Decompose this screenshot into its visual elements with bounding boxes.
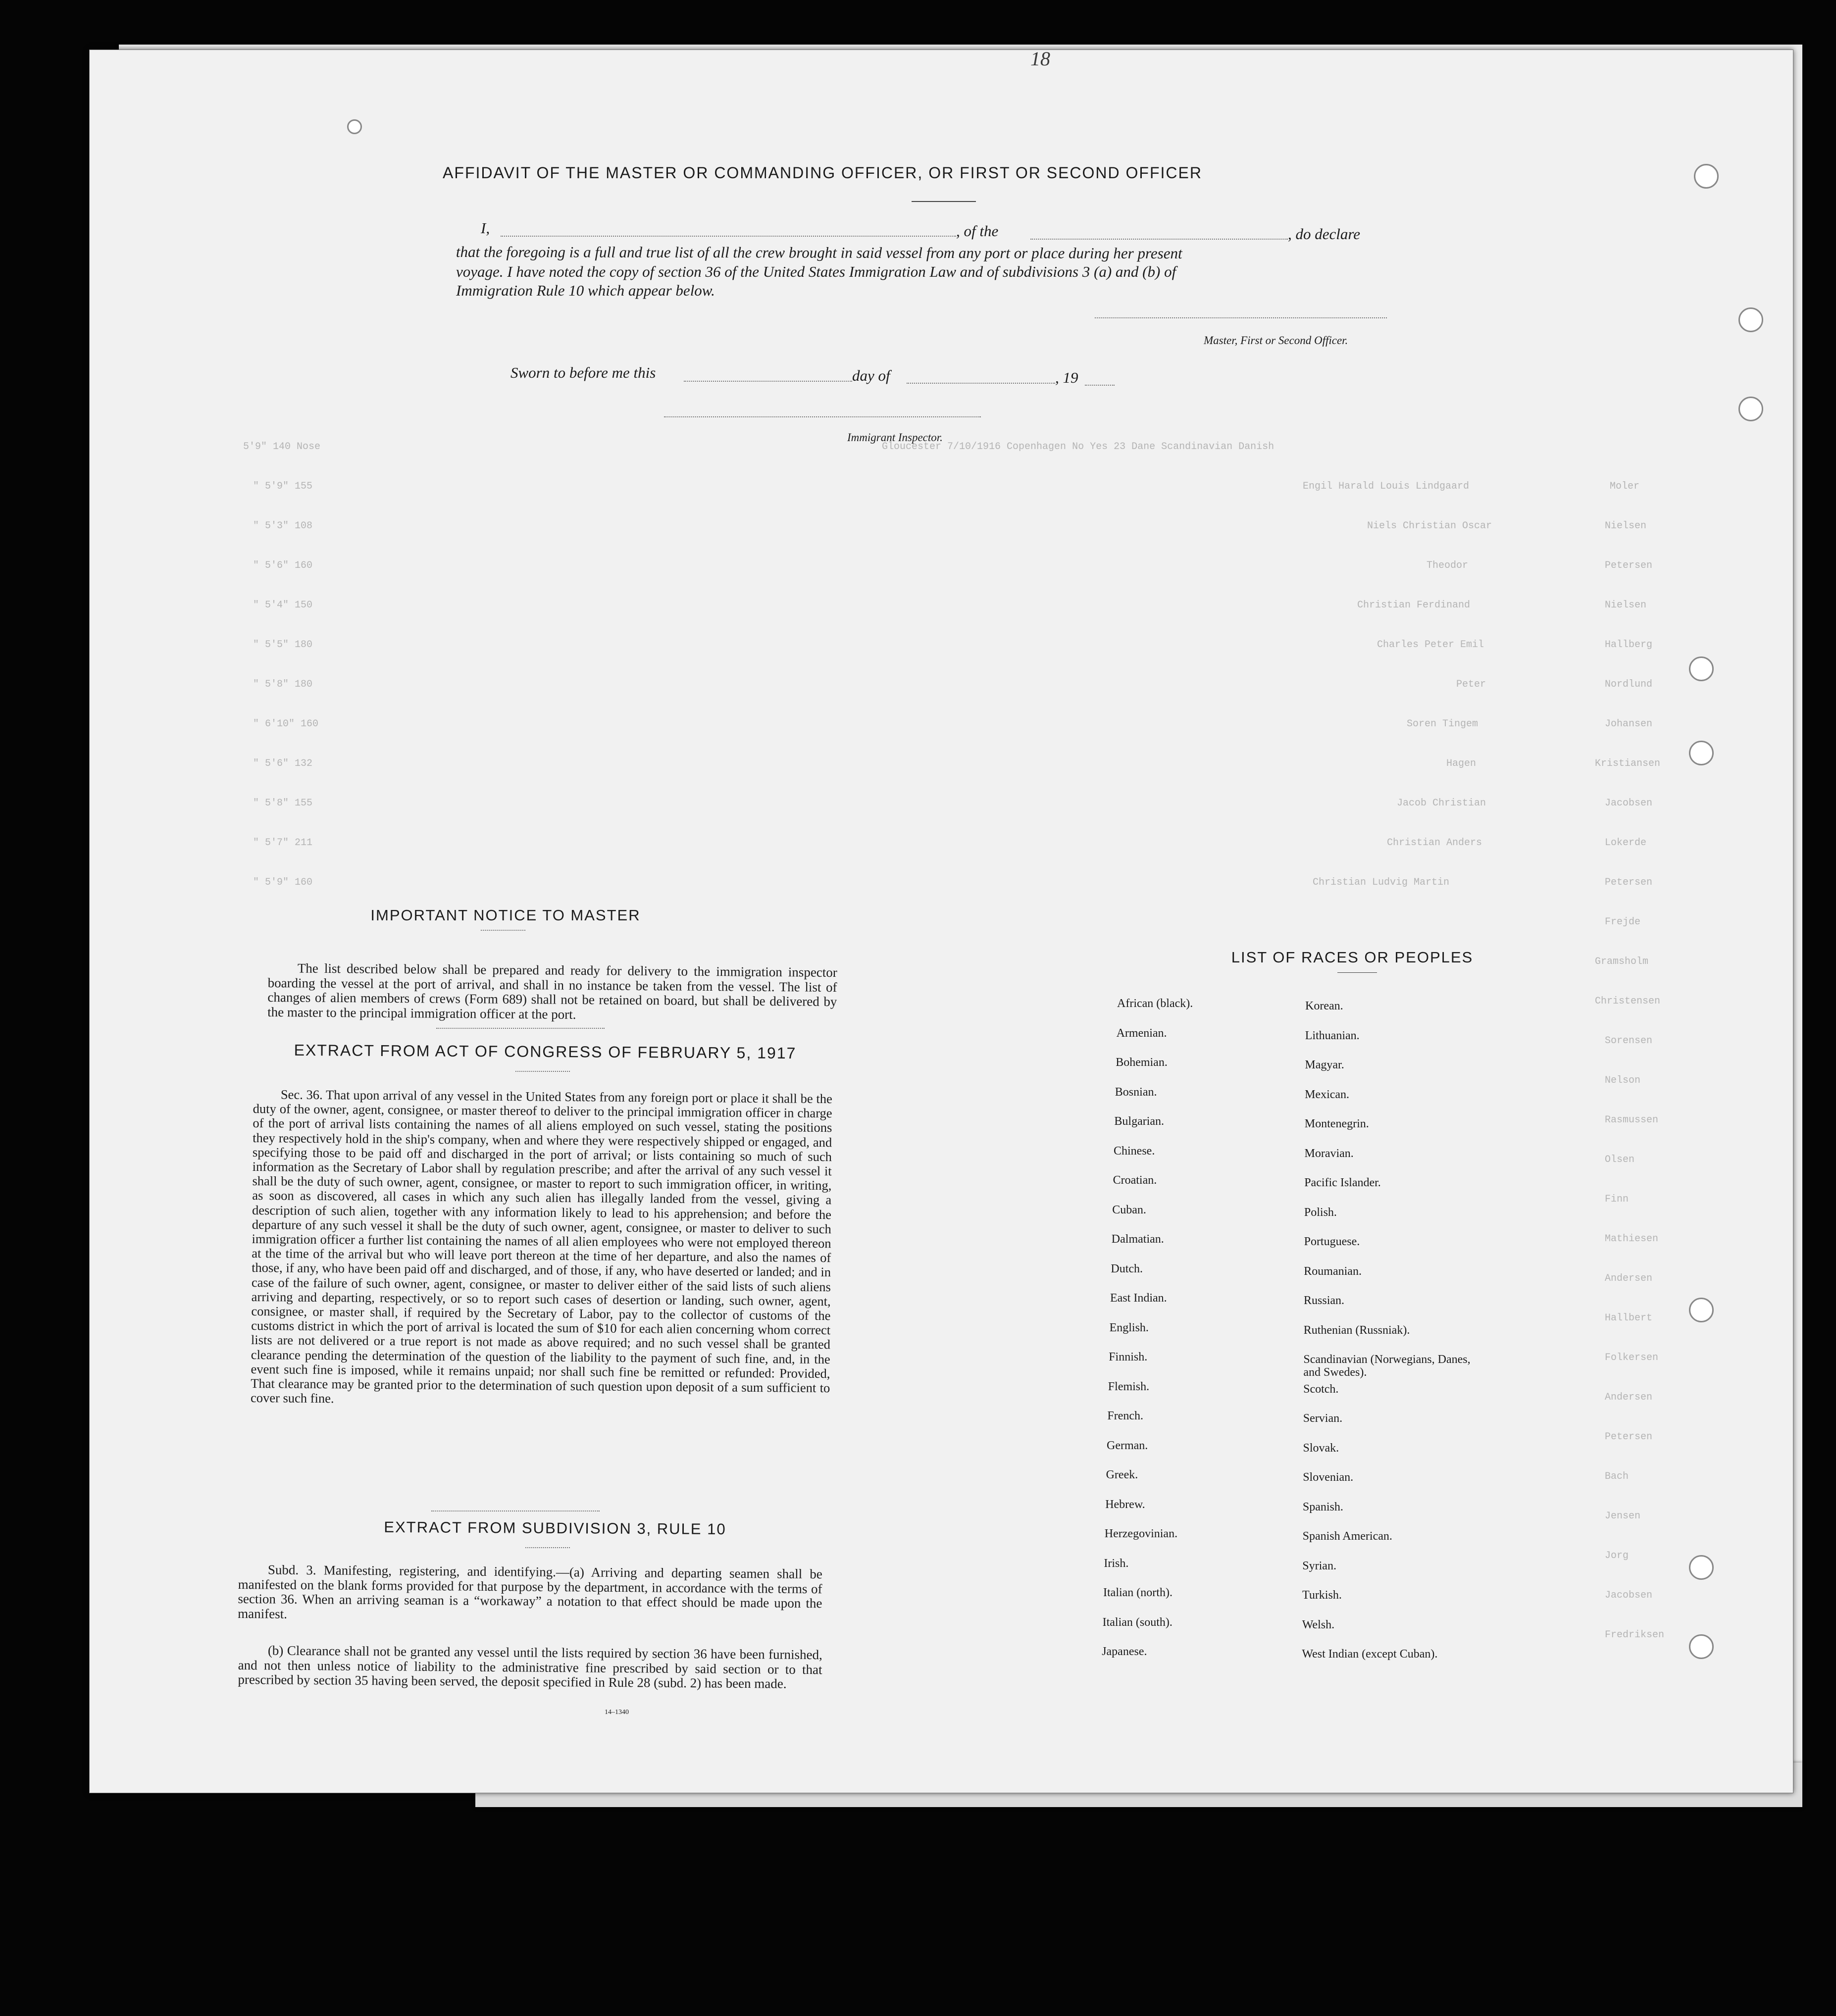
- race-item: Russian.: [1304, 1294, 1345, 1307]
- extract-rule-para-a: Subd. 3. Manifesting, registering, and identifying.—(a) Arriving and departing seamen shall be manifested on the blank forms provided for that purpose by the department, in accordance with the terms of section 36. When an arriving seaman is a “workaway” a notation to that effect should be made upon the manifest.: [238, 1562, 822, 1621]
- year-label: , 19: [1055, 369, 1078, 386]
- affidavit-line-2: voyage. I have noted the copy of section 36 of the United States Immigration Law and of subdivisions 3 (a) and (b) of: [456, 263, 1176, 280]
- race-item: Pacific Islander.: [1304, 1176, 1381, 1189]
- race-item: Scotch.: [1303, 1382, 1339, 1396]
- race-item: Bulgarian.: [1114, 1115, 1165, 1128]
- race-item: Finnish.: [1109, 1351, 1148, 1363]
- race-item: Spanish American.: [1302, 1530, 1392, 1543]
- race-item: Roumanian.: [1304, 1264, 1362, 1278]
- race-item: Bosnian.: [1115, 1085, 1157, 1099]
- extract-rule-para-b: (b) Clearance shall not be granted any vessel until the lists required by section 36 have been furnished, and not then unless notice of liability to the administrative fine prescribed by said section or to that prescribed by section 35 having been served, the deposit specified in Rule 28 (subd. 2) has been made.: [238, 1643, 822, 1691]
- vessel-line: [1030, 239, 1288, 240]
- race-item: Bohemian.: [1116, 1056, 1168, 1069]
- race-item: Mexican.: [1305, 1088, 1350, 1101]
- race-item: Slovak.: [1303, 1441, 1339, 1455]
- handwritten-number: 18: [1030, 48, 1050, 70]
- extract-rule-title: EXTRACT FROM SUBDIVISION 3, RULE 10: [384, 1518, 726, 1538]
- punch-hole: [1738, 307, 1763, 332]
- affidavit-do-declare: , do declare: [1288, 225, 1361, 243]
- race-item: Dutch.: [1111, 1262, 1143, 1275]
- extract-act-rule: [515, 1071, 570, 1072]
- race-item: East Indian.: [1110, 1292, 1167, 1305]
- title-rule: [912, 201, 976, 202]
- race-item: Magyar.: [1305, 1058, 1344, 1071]
- master-signature-label: Master, First or Second Officer.: [1204, 334, 1348, 347]
- race-item: Portuguese.: [1304, 1235, 1360, 1248]
- affidavit-line-1: that the foregoing is a full and true list of all the crew brought in said vessel from any port or place during her present: [456, 243, 1182, 262]
- section-divider: [431, 1511, 600, 1512]
- race-item: Irish.: [1104, 1557, 1129, 1570]
- race-item: Chinese.: [1114, 1144, 1155, 1158]
- punch-hole: [1689, 1634, 1714, 1659]
- punch-hole: [1689, 741, 1714, 765]
- affidavit-of-the: , of the: [956, 222, 999, 240]
- race-item: Herzegovinian.: [1104, 1527, 1178, 1540]
- affidavit-i-label: I,: [481, 219, 490, 237]
- punch-hole: [1689, 1298, 1714, 1322]
- race-item: French.: [1107, 1410, 1144, 1422]
- races-rule: [1337, 972, 1377, 973]
- punch-hole: [347, 119, 362, 134]
- race-item: Dalmatian.: [1111, 1233, 1164, 1246]
- race-item: Croatian.: [1113, 1174, 1157, 1187]
- race-item: Japanese.: [1102, 1645, 1147, 1658]
- day-of-label: day of: [852, 367, 890, 384]
- race-item: Welsh.: [1302, 1618, 1335, 1631]
- race-item: Turkish.: [1302, 1589, 1342, 1602]
- race-item: Syrian.: [1302, 1559, 1336, 1572]
- race-item: Slovenian.: [1303, 1471, 1354, 1484]
- race-item: Italian (north).: [1103, 1586, 1173, 1599]
- punch-hole: [1689, 1555, 1714, 1580]
- race-item: Scandinavian (Norwegians, Danes, and Swedes).: [1303, 1353, 1471, 1379]
- race-item: Moravian.: [1304, 1147, 1354, 1160]
- race-item: Greek.: [1106, 1468, 1138, 1481]
- race-item: Montenegrin.: [1304, 1117, 1369, 1130]
- race-item: Polish.: [1304, 1206, 1337, 1219]
- notice-title: IMPORTANT NOTICE TO MASTER: [370, 907, 641, 924]
- race-item: Flemish.: [1108, 1380, 1150, 1393]
- race-item: Ruthenian (Russniak).: [1303, 1323, 1410, 1337]
- sworn-day-line: [684, 381, 852, 382]
- race-item: African (black).: [1117, 997, 1193, 1010]
- race-item: Spanish.: [1302, 1500, 1343, 1513]
- year-line: [1085, 385, 1115, 386]
- notice-text: The list described below shall be prepared and ready for delivery to the immigration inspector boarding the vessel at the port of arrival, and shall in no instance be taken from the vessel. The list of changes of alien members of crews (Form 689) shall not be retained on board, but shall be delivered by the master to the principal immigration officer at the port.: [267, 960, 837, 1022]
- signature-line: [1095, 317, 1387, 318]
- race-item: West Indian (except Cuban).: [1302, 1648, 1438, 1661]
- punch-hole: [1694, 164, 1719, 189]
- race-item: Servian.: [1303, 1412, 1343, 1425]
- race-item: Cuban.: [1112, 1203, 1146, 1216]
- punch-hole: [1738, 397, 1763, 421]
- extract-rule-rule: [525, 1547, 570, 1548]
- race-item: Armenian.: [1116, 1026, 1167, 1040]
- notice-rule: [481, 930, 525, 931]
- extract-act-title: EXTRACT FROM ACT OF CONGRESS OF FEBRUARY 5, 1917: [294, 1041, 797, 1062]
- affidavit-line-3: Immigration Rule 10 which appear below.: [456, 282, 715, 299]
- form-number: 14–1340: [605, 1709, 629, 1716]
- inspector-line: [664, 416, 981, 417]
- race-item: English.: [1109, 1321, 1149, 1334]
- race-item: German.: [1107, 1439, 1148, 1452]
- sworn-label: Sworn to before me this: [510, 364, 656, 381]
- race-item: Lithuanian.: [1305, 1029, 1360, 1042]
- affidavit-page: 18 5'9" 140 Nose " 5'9" 155 " 5'3" 108 " 5'6" 160 " 5'4" 150 " 5'5" 180 " 5'8" 180 " 6'10" 160 " 5'6" 132 " 5'8" 155 " 5'7" 211 " 5'9" 160 Gloucester 7/10/1916 Copenhagen No Yes 23 Dane Scandinavian Danish Engil Harald Louis Lindgaard Niels Christian Oscar Theodor Christian Ferdinand Charles Peter Emil Peter Soren Tingem Hagen Jacob Christian Christian Anders Christian Ludvig Martin Moler Nielsen Petersen Nielsen Hallberg Nordlund Johansen Kristiansen Jacobsen Lokerde Petersen Frejde Gramsholm Christensen Sorensen Nelson Rasmussen Olsen Finn Mathiesen Andersen Hallbert Folkersen Andersen Petersen Bach Jensen Jorg Jacobsen Fredriksen AFFIDAVIT OF THE MASTER OR COMMANDING OFFICER, OR FIRST OR SECOND OFFICER I, , of the , do declare that the foregoing is a full and true list of all the crew brought in said vessel from any port or place during her present voyage. I have noted the copy of section 36 of the United States Immigration Law and of subdivisions 3 (a) and (b) of Immigration Rule 10 which appear below. Master, First or Second Officer. Sworn to before me this day of , 19 Immigrant Inspector. IMPORTANT NOTICE TO MASTER The list described below shall be prepared and ready for delivery to the immigration inspector boarding the vessel at the port of arrival, and shall in no instance be taken from the vessel. The list of changes of alien members of crews (Form 689) shall not be retained on board, but shall be delivered by the master to the principal immigration officer at the port. EXTRACT FROM ACT OF CONGRESS OF FEBRUARY 5, 1917 Sec. 36. That upon arrival of any vessel in the United States from any foreign port or place it shall be the duty of the owner, agent, consignee, or master thereof to deliver to the principal immigration officer in charge of the port of arrival lists containing the names of all aliens employed on such vessel, stating the positions they respectively hold in the ship's company, when and where they were respectively shipped or engaged, and specifying those to be paid off and discharged in the port of arrival; or lists containing so much of such information as the Secretary of Labor shall by regulation prescribe; and after the arrival of any such vessel it shall be the duty of such owner, agent, consignee, or master to report to such immigration officer, in writing, as soon as discovered, all cases in which any such alien has illegally landed from the vessel, giving a description of such alien, together with any information likely to lead to his apprehension; and before the departure of any such vessel it shall be the duty of such owner, agent, consignee, or master to deliver to such immigration officer a further list containing the names of all alien employees who were not employed thereon at the time of the arrival but who will leave port thereon at the time of her departure, and also the names of those, if any, who have been paid off and discharged, and of those, if any, who have deserted or landed; and in case of the failure of such owner, agent, consignee, or master to deliver either of the said lists of such aliens arriving and departing, respectively, or so to report such cases of desertion or landing, such owner, agent, consignee, or master shall, if required by the Secretary of Labor, pay to the collector of customs of the customs district in which the port of arrival is located the sum of $10 for each alien concerning whom correct lists are not delivered or a true report is not made as above required; and no such vessel shall be granted clearance pending the determination of the question of the liability to the payment of such fine, and, in the event such fine is imposed, while it remains unpaid; nor shall such fine be remitted or refunded: Provided, That clearance may be granted prior to the determination of such question upon deposit of a sum sufficient to cover such fine. EXTRACT FROM SUBDIVISION 3, RULE 10 Subd. 3. Manifesting, registering, and identifying.—(a) Arriving and departing seamen shall be manifested on the blank forms provided for that purpose by the department, in accordance with the terms of section 36. When an arriving seaman is a “workaway” a notation to that effect should be made upon the manifest. (b) Clearance shall not be granted any vessel until the lists required by section 36 have been furnished, and not then unless notice of liability to the administrative fine prescribed by said section or to that prescribed by section 35 having been served, the deposit specified in Rule 28 (subd. 2) has been made. 14–1340 LIST OF RACES OR PEOPLES African (black). Armenian. Bohemian. Bosnian. Bulgarian. Chinese. Croatian. Cuban. Dalmatian. Dutch. East Indian. English. Finnish. Flemish. French. German. Greek. Hebrew. Herzegovinian. Irish. Italian (north). Italian (south). Japanese. Korean. Lithuanian. Magyar. Mexican. Montenegrin. Moravian. Pacific Islander. Polish. Portuguese. Roumanian. Russian. Ruthenian (Russniak). Scandinavian (Norwegians, Danes, and Swedes). Scotch. Servian. Slovak. Slovenian. Spanish. Spanish American. Syrian. Turkish. Welsh. West Indian (except Cuban).: [89, 50, 1793, 1793]
- affidavit-title: AFFIDAVIT OF THE MASTER OR COMMANDING OFFICER, OR FIRST OR SECOND OFFICER: [443, 164, 1202, 182]
- section-divider: [436, 1028, 605, 1029]
- race-item: Hebrew.: [1105, 1498, 1145, 1511]
- extract-act-text: Sec. 36. That upon arrival of any vessel in the United States from any foreign port or place it shall be the duty of the owner, agent, consignee, or master thereof to deliver to the principal immigration officer in charge of the port of arrival lists containing the names of all aliens employed on such vessel, stating the positions they respectively hold in the ship's company, when and where they were respectively shipped or engaged, and specifying those to be paid off and discharged in the port of arrival; or lists containing so much of such information as the Secretary of Labor shall by regulation prescribe; and after the arrival of any such vessel it shall be the duty of such owner, agent, consignee, or master to report to such immigration officer, in writing, as soon as discovered, all cases in which any such alien has illegally landed from the vessel, giving a description of such alien, together with any information likely to lead to his apprehension; and before the departure of any such vessel it shall be the duty of such owner, agent, consignee, or master to deliver to such immigration officer a further list containing the names of all alien employees who were not employed thereon at the time of the arrival but who will leave port thereon at the time of her departure, and also the names of those, if any, who have been paid off and discharged, and of those, if any, who have deserted or landed; and in case of the failure of such owner, agent, consignee, or master to deliver either of the said lists of such aliens arriving and departing, respectively, or so to report such cases of desertion or landing, such owner, agent, consignee, or master shall, if required by the Secretary of Labor, pay to the collector of customs of the customs district in which the port of arrival is located the sum of $10 for each alien concerning whom correct lists are not delivered or a true report is not made as above required; and no such vessel shall be granted clearance pending the determination of the question of the liability to the payment of such fine, and, in the event such fine is imposed, while it remains unpaid; nor shall such fine be remitted or refunded: Provided, That clearance may be granted prior to the determination of such question upon deposit of a sum sufficient to cover such fine.: [250, 1087, 832, 1406]
- month-line: [907, 383, 1055, 384]
- race-item: Italian (south).: [1102, 1615, 1173, 1629]
- punch-hole: [1689, 656, 1714, 681]
- name-line: [501, 236, 956, 237]
- races-title: LIST OF RACES OR PEOPLES: [1231, 949, 1474, 966]
- inspector-label: Immigrant Inspector.: [847, 431, 943, 444]
- race-item: Korean.: [1305, 1000, 1343, 1012]
